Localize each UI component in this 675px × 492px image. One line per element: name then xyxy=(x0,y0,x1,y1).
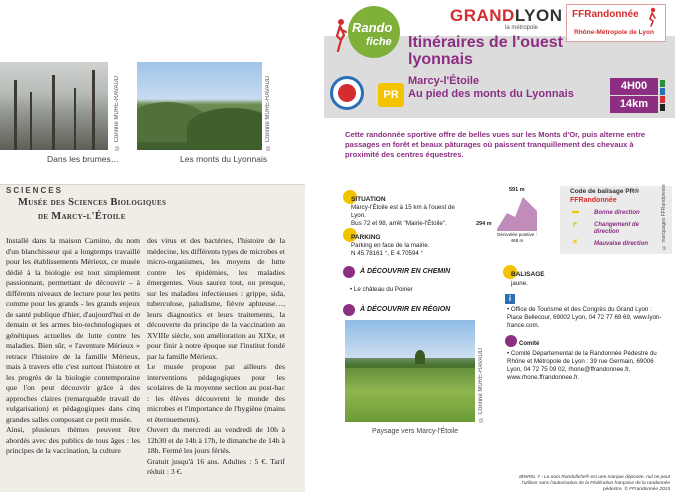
photo-caption: Les monts du Lyonnais xyxy=(180,154,268,164)
situation-text: Marcy-l'Étoile est à 15 km à l'ouest de Lyon. Bus 72 et 98, arrêt "Mairie-l'Étoile". xyxy=(351,204,455,227)
article-column-1: Installé dans la maison Carnino, du nom d'un blanchisseur qui a longtemps travaillé pour les établissements Mérieux, ce musée dédié à la biologie est tout simplement passionnant, permettant de découvrir – à différents niveaux de lecture pour les petits comme pour les grands - les grands enjeux de santé publique d'hier, d'aujourd'hui et de demain et les armes bio-technologiques et génétiques actuelles de lutte contre les maladies. Bien sûr, « l'aventure Mérieux » retrace l'histoire de la famille Mérieux, mais à travers elle c'est surtout l'histoire et les progrès de la biologie contemporaine que l'on peut découvrir grâce à des approches claires (remarquable travail de vulgarisation) et pédagogiques dans cinq grandes salles composant ce petit musée. Ainsi, plusieurs thèmes peuvent être abordés avec des publics de tous âges : les principes de la vaccination, la culture xyxy=(6,236,140,455)
tree-trunk xyxy=(74,88,76,150)
photo-credit: © Corinne MURE-RAVAUD xyxy=(265,75,271,150)
waymark-text: jaune. xyxy=(511,280,528,287)
photo-monts-lyonnais xyxy=(137,62,262,150)
discover-region-heading: À DÉCOUVRIR EN RÉGION xyxy=(360,306,451,313)
page-subtitle-line: Au pied des monts du Lyonnais xyxy=(408,88,574,100)
route-intro: Cette randonnée sportive offre de belles vues sur les Monts d'Or, puis alterne entre passages en forêt et beaux pâturages où paissent tranquillement des chevaux à proximité des centres équestres. xyxy=(345,130,646,159)
fiche-logo-text: fiche xyxy=(366,36,392,48)
comite-text: • Comité Départemental de la Randonnée Pédestre du Rhône et Métropole de Lyon : 39 rue Germain, 69006 Lyon, 04 72 75 09 02, rhone@ffrandonnee.fr, www.rhone.ffrandonnee.fr. xyxy=(507,350,657,381)
page-title-line: lyonnais xyxy=(408,51,473,68)
tree-trunk xyxy=(92,70,95,150)
discover-path-icon xyxy=(343,266,355,278)
discover-region-icon xyxy=(343,304,355,316)
photo-caption: Paysage vers Marcy-l'Étoile xyxy=(372,428,459,435)
waymark-label: Mauvaise direction xyxy=(594,241,649,247)
article-column-2: des virus et des bactéries, l'histoire de la médecine, les différents types de microbes et micro-organismes, les moyens de lutte contre les épidémies, les maladies émergentes. Vous saurez tout, ou presque, sur les maladies infectieuses : grippe, sida, tuberculose, paludisme, fièvre aphteuse…, leurs diagnostics et leurs traitements, la découverte du principe de la vaccination au XVIIIe siècle, son amélioration au XIXe, et pour finir à notre époque sur l'institut fondé par la famille Mérieux. Le musée propose par ailleurs des interventions pédagogiques pour les scolaires de la moyenne section au post-bac : les élèves découvrent le monde des microbes et l'importance de l'hygiène (mains et éternuements). Ouvert du mercredi au vendredi de 10h à 12h30 et de 14h à 17h, le dimanche de 14h à 18h. Fermé les jours fériés. Gratuit jusqu'à 16 ans. Adultes : 5 €. Tarif réduit : 3 €. xyxy=(147,236,285,476)
waymark-label: Bonne direction xyxy=(594,210,640,216)
waymark-straight-icon: ▬ xyxy=(572,208,579,215)
photo-credit: © Corinne MURE-RAVAUD xyxy=(478,347,484,422)
photo-paysage xyxy=(345,320,475,422)
parking-text: Parking en face de la mairie. N 45.78161 °, E 4.70594 ° xyxy=(351,242,430,257)
discover-path-item: • Le château du Poirier xyxy=(350,286,413,293)
elevation-profile xyxy=(497,189,537,231)
difficulty-bar xyxy=(660,80,665,110)
footer-legal: IBNR0L 7 - Le nom Randofiche® est une marque déposée, nul ne peut l'utiliser sans l'autorisation de la Fédération française de la randonnée pédestre. © FFrandonnée 2015 xyxy=(519,475,670,492)
waymark-code-ffr: FFRandonnée xyxy=(570,197,617,204)
page-title-line: Itinéraires de l'ouest xyxy=(408,34,563,51)
waymark-heading: BALISAGE xyxy=(511,271,545,278)
tree-trunk xyxy=(52,75,55,150)
situation-heading: SITUATION xyxy=(351,196,386,203)
comite-label: Comité Départemental de la Randonnée Pédestre du Rhône et Métropole de Lyon : 39 rue Germain, 69006 Lyon, 04 72 75 09 02, rhone@ffrandonnee.fr, www.rhone.ffrandonnee.fr. xyxy=(507,350,657,381)
parking-heading: PARKING xyxy=(351,234,381,241)
waymark-credit: © marquages FFRandonnée xyxy=(661,184,667,250)
waymark-wrong-icon: ✕ xyxy=(572,239,578,246)
hill xyxy=(187,108,262,148)
tree xyxy=(415,350,425,364)
elevation-max: 591 m xyxy=(509,187,525,193)
tourism-office-text: • Office de Tourisme et des Congrès du Grand Lyon : Place Bellecour, 69002 Lyon, 04 72 77 69 69, www.lyon-france.com. xyxy=(507,306,662,329)
distance-badge: 14km xyxy=(610,96,658,113)
label-badge-emblem xyxy=(338,84,356,102)
page-title xyxy=(408,34,563,68)
hiker-icon xyxy=(332,18,348,52)
grandlyon-logo-grand: GRAND xyxy=(450,6,515,25)
section-title: de Marcy-l'Étoile xyxy=(38,211,126,222)
grandlyon-logo xyxy=(450,6,563,26)
grandlyon-tagline: la métropole xyxy=(505,25,539,31)
difficulty-level xyxy=(660,96,665,103)
elevation-gain: Dénivelée positive : 468 m xyxy=(497,232,537,243)
page-subtitle xyxy=(408,75,574,101)
waymark-label: Changement de direction xyxy=(594,222,640,235)
discover-path-heading: À DÉCOUVRIR EN CHEMIN xyxy=(360,268,451,275)
duration-badge: 4H00 xyxy=(610,78,658,95)
tree-trunk xyxy=(30,92,32,150)
tree-trunk xyxy=(14,80,17,150)
ffrandonnee-logo-subtitle: Rhône-Métropole de Lyon xyxy=(574,29,654,36)
comite-icon xyxy=(505,335,517,347)
section-title: Musée des Sciences Biologiques xyxy=(18,197,167,208)
photo-caption: Dans les brumes… xyxy=(47,154,120,164)
comite-heading: Comité xyxy=(519,341,540,347)
discover-path-item-label: Le château du Poirier xyxy=(353,286,413,293)
difficulty-level xyxy=(660,80,665,87)
rando-logo-text: Rando xyxy=(352,20,393,35)
photo-credit: © Corinne MURE-RAVAUD xyxy=(114,75,120,150)
difficulty-level xyxy=(660,104,665,111)
waymark-turn-icon: ↱ xyxy=(572,222,578,229)
page-subtitle-line: Marcy-l'Étoile xyxy=(408,75,480,87)
treeline xyxy=(345,358,475,368)
elevation-min: 294 m xyxy=(476,221,492,227)
info-icon: i xyxy=(505,294,515,304)
tourism-office-label: Office de Tourisme et des Congrès du Grand Lyon : Place Bellecour, 69002 Lyon, 04 72 77 69 69, www.lyon-france.com. xyxy=(507,306,662,329)
photo-brumes xyxy=(0,62,108,150)
section-kicker: SCIENCES xyxy=(6,186,63,195)
waymark-code-title: Code de balisage PR® xyxy=(570,188,640,195)
ffrandonnee-logo-title: FFRandonnée xyxy=(572,9,639,20)
pr-badge: PR xyxy=(378,83,404,107)
difficulty-level xyxy=(660,88,665,95)
ffr-hiker-icon xyxy=(646,7,658,27)
grandlyon-logo-lyon: LYON xyxy=(514,6,563,25)
